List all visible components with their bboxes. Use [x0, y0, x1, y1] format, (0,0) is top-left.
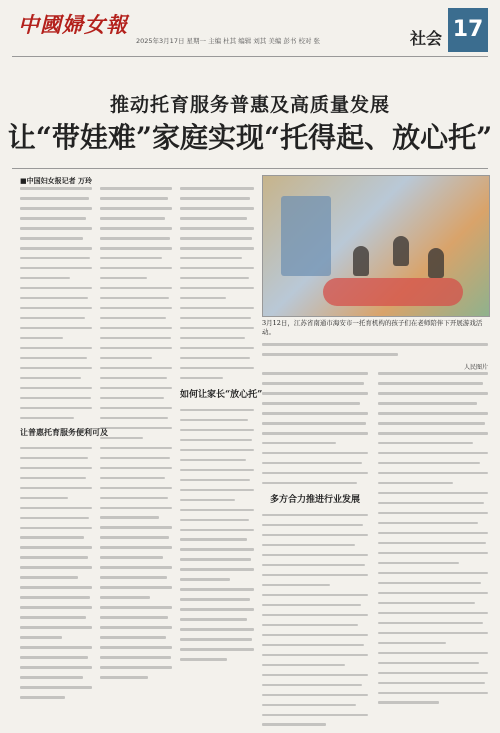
body-column-1 — [20, 187, 108, 706]
news-photo — [262, 175, 490, 317]
body-column-4 — [262, 372, 368, 733]
newspaper-logo: 中國婦女報 — [18, 12, 128, 37]
article-kicker: 推动托育服务普惠及高质量发展 — [109, 94, 390, 116]
subhead: 让普惠托育服务便利可及 — [20, 426, 108, 437]
photo-caption: 3月12日，江苏省南通市海安市一托育机构的孩子们在老师陪伴下开展游戏活动。 — [262, 319, 488, 363]
masthead — [12, 8, 488, 52]
subhead: 多方合力推进行业发展 — [269, 494, 360, 505]
body-column-2 — [100, 187, 172, 686]
article-headline: 让“带娃难”家庭实现“托得起、放心托” — [7, 121, 493, 154]
body-column-5 — [378, 372, 488, 711]
photo-credit: 人民图片 — [463, 364, 488, 371]
masthead-rule — [12, 56, 488, 57]
body-column-3 — [180, 187, 263, 668]
byline: ■中国妇女报记者 万玲 — [20, 177, 93, 185]
dateline: 2025年3月17日 星期一 主编 杜其 编辑 刘其 美编 彭书 校对 张 — [136, 37, 321, 45]
subhead: 如何让家长“放心托” — [180, 389, 263, 400]
section-title: 社会 — [409, 29, 442, 48]
headline-rule — [12, 168, 488, 169]
page-number: 17 — [448, 8, 488, 52]
